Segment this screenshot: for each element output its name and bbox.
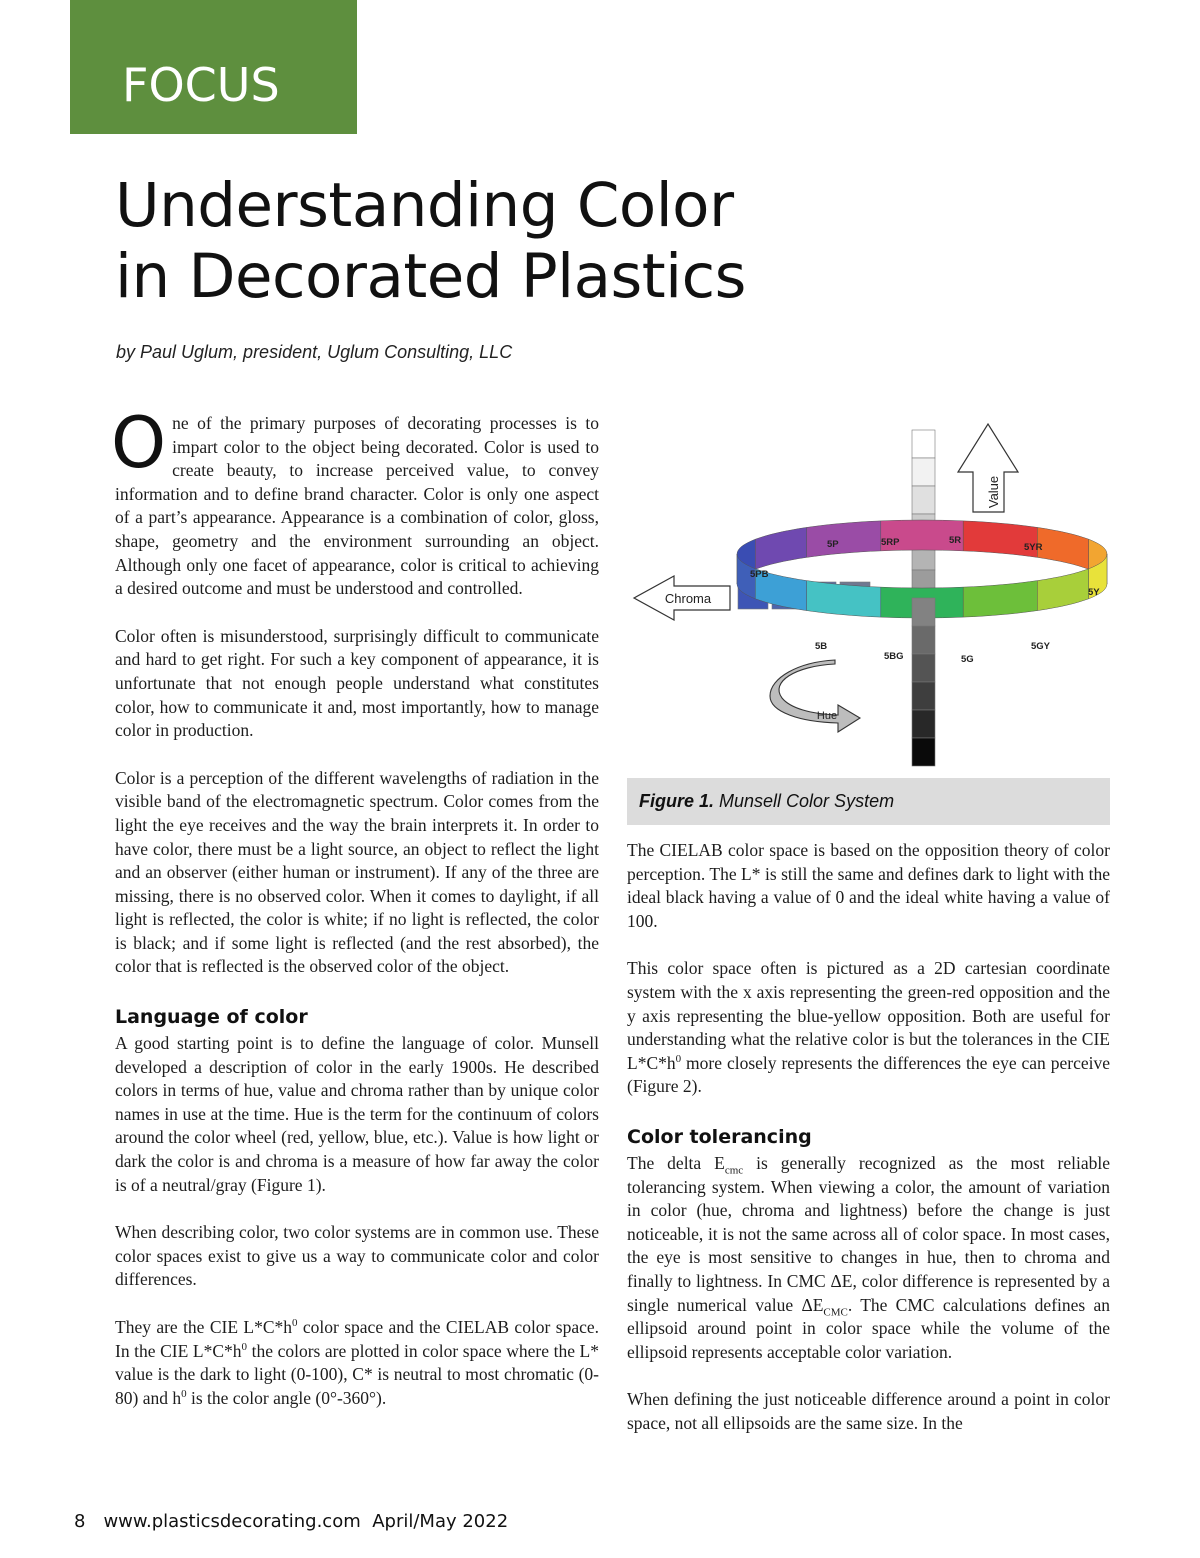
- body-paragraph: Color often is misunderstood, surprisingly difficult to communicate and hard to get right. For such a key component of appearance, it is unfortunate that not enough people understand what constitutes color, how to communicate it and, most importantly, how to manage color in production.: [115, 625, 599, 741]
- chroma-arrow: [634, 576, 730, 620]
- value-cell: [912, 626, 935, 654]
- value-cell: [912, 738, 935, 766]
- munsell-diagram: [620, 412, 1112, 777]
- value-arrow: [958, 424, 1018, 512]
- subscript: cmc: [724, 1164, 744, 1177]
- hue-ring-segment: [755, 527, 806, 569]
- hue-code-5P: 5P: [827, 539, 839, 550]
- right-column: [627, 839, 1110, 1459]
- superscript: 0: [241, 1340, 248, 1353]
- value-cell: [912, 682, 935, 710]
- value-cell: [912, 486, 935, 514]
- superscript: 0: [181, 1387, 187, 1400]
- body-paragraph: Color is a perception of the different wavelengths of radiation in the visible band of the electromagnetic spectrum. Color comes from the light the eye receives and the way the brain interprets it. In order to have color, there must be a light source, an object to reflect the light and an observer (either human or instrument). If any of the three are missing, there is no observed color. When it comes to daylight, if all light is reflected, the color is white; if no light is reflected, the color is black; and if some light is reflected (and the rest absorbed), the color that is reflected is the observed color of the object.: [115, 767, 599, 977]
- hue-code-5GY: 5GY: [1031, 641, 1051, 652]
- hue-code-5PB: 5PB: [750, 569, 769, 580]
- body-paragraph: When describing color, two color systems are in common use. These color spaces exist to give us a way to communicate color and color differences.: [115, 1222, 599, 1290]
- issue-date: April/May 2022: [372, 1511, 509, 1532]
- text-run: the colors are plotted in color space where the L* value is the dark to light (0-100), C* is neutral to most chromatic (0-80) and h: [115, 1340, 599, 1408]
- text-run: They are the CIE L*C*h: [115, 1317, 293, 1337]
- hue-arrow: [770, 660, 860, 732]
- hue-ring-segment: [1037, 527, 1088, 569]
- body-paragraph: [627, 1152, 1110, 1364]
- body-paragraph: [115, 1316, 599, 1410]
- left-column: [111, 402, 599, 1434]
- value-scale-bottom: [912, 598, 935, 766]
- hue-code-5B: 5B: [815, 641, 828, 652]
- website-link[interactable]: www.plasticsdecorating.com: [103, 1511, 361, 1532]
- text-run: . The CMC calculations defines an ellipsoid around point in color space while the volume of the ellipsoid represents acceptable color variation.: [627, 1294, 1110, 1362]
- article-title-line-1: Understanding Color: [115, 170, 734, 241]
- body-paragraph: When defining the just noticeable difference around a point in color space, not all ellipsoids are the same size. In the: [627, 1389, 1110, 1433]
- figure-caption: [639, 791, 894, 812]
- value-cell: [912, 598, 935, 626]
- hue-code-5YR: 5YR: [1024, 542, 1043, 553]
- drop-cap: O: [111, 402, 167, 484]
- body-paragraph: The CIELAB color space is based on the opposition theory of color perception. The L* is still the same and defines dark to light with the ideal black having a value of 0 and the ideal white having a value of 100.: [627, 840, 1110, 931]
- intro-text: ne of the primary purposes of decorating processes is to impart color to the object being decorated. Color is used to create beauty, to increase perceived value, to convey information and to define brand character. Color is only one aspect of a part’s appearance. Appearance is a combination of color, gloss, shape, geometry and the environment surrounding an object. Although only one facet of appearance, color is critical to achieving a desired outcome and must be understood and controlled.: [115, 413, 599, 599]
- value-cell: [912, 458, 935, 486]
- hue-code-5G: 5G: [961, 654, 974, 665]
- value-cell: [912, 654, 935, 682]
- intro-paragraph: [111, 402, 599, 601]
- value-cell: [912, 430, 935, 458]
- figure-caption-box: [627, 778, 1110, 825]
- superscript: 0: [292, 1317, 298, 1330]
- article-title-line-2: in Decorated Plastics: [115, 241, 746, 312]
- caption-text: Munsell Color System: [714, 791, 895, 811]
- value-scale-top: [912, 430, 935, 598]
- hue-code-5RP: 5RP: [881, 537, 900, 548]
- byline: by Paul Uglum, president, Uglum Consulting, LLC: [116, 342, 513, 362]
- text-run: is generally recognized as the most reliable tolerancing system. When viewing a color, the amount of variation in color (hue, chroma and lightness) before the change is just noticeable, it is not the same across all of color space. In most cases, the eye is most sensitive to changes in hue, then to chroma and finally to lightness. In CMC ΔE, color difference is represented by a single numerical value ΔE: [627, 1152, 1110, 1315]
- text-run: The delta E: [627, 1152, 725, 1173]
- body-paragraph: A good starting point is to define the language of color. Munsell developed a description of color in the early 1900s. He described colors in terms of hue, value and chroma rather than by unique color names in use at the time. Hue is the term for the continuum of colors around the color wheel (red, yellow, blue, etc.). Value is how light or dark the color is and chroma is a measure of how far away the color is of a neutral/gray (Figure 1).: [115, 1033, 599, 1195]
- page-number: 8: [74, 1511, 86, 1532]
- hue-code-5BG: 5BG: [884, 651, 904, 662]
- hue-code-5Y: 5Y: [1088, 587, 1100, 598]
- subscript: CMC: [823, 1306, 848, 1318]
- section-banner: [70, 0, 357, 134]
- hue-code-5R: 5R: [949, 535, 962, 546]
- text-run: is the color angle (0°-360°).: [186, 1387, 387, 1408]
- caption-number: Figure 1.: [639, 791, 715, 811]
- value-cell: [912, 710, 935, 738]
- section-label: FOCUS: [122, 58, 280, 112]
- hue-ring-segment: [1037, 569, 1088, 611]
- section-heading: Language of color: [115, 1006, 308, 1029]
- hue-ring-segment: [807, 521, 881, 558]
- hue-label: Hue: [816, 710, 838, 722]
- text-run: color space and the CIELAB color space. In the CIE L*C*h: [115, 1317, 599, 1361]
- value-label: Value: [986, 475, 1001, 509]
- body-paragraph: [627, 957, 1110, 1099]
- article-title: [115, 170, 815, 312]
- hue-ring-segment: [963, 581, 1037, 618]
- section-heading: Color tolerancing: [627, 1125, 812, 1148]
- munsell-figure: [620, 412, 1112, 777]
- page-footer: [74, 1511, 508, 1532]
- superscript: 0: [675, 1052, 682, 1065]
- text-run: This color space often is pictured as a 2D cartesian coordinate system with the x axis representing the green-red opposition and the y axis representing the blue-yellow opposition. Both are useful for understanding what the relative color is but the tolerances in the CIE L*C*h: [627, 958, 1110, 1073]
- chroma-label: Chroma: [664, 591, 712, 606]
- text-run: more closely represents the differences the eye can perceive (Figure 2).: [627, 1052, 1110, 1097]
